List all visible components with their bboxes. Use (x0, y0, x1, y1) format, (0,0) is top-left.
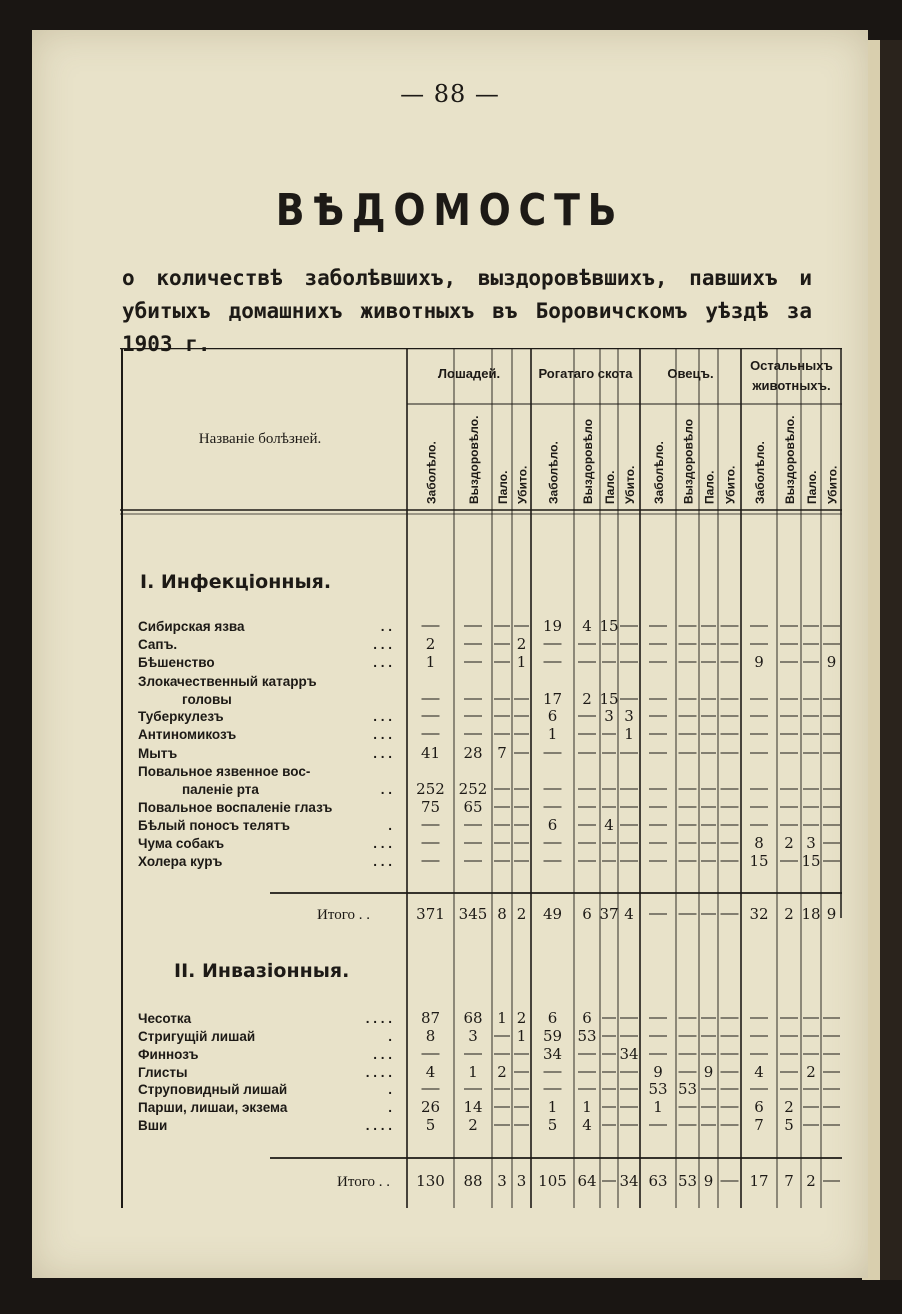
disease-row-value: 4 (582, 617, 592, 635)
page-edge-shadow (880, 40, 902, 1280)
disease-row-value: 68 (463, 1009, 483, 1027)
disease-row-value: 6 (547, 1009, 558, 1027)
disease-name: Чесотка (138, 1011, 192, 1026)
disease-row-value: 6 (582, 1009, 592, 1027)
disease-row-value: 3 (624, 707, 634, 725)
disease-row-value: 5 (547, 1116, 558, 1134)
total-row-value: 105 (538, 1172, 567, 1190)
leader-dots: . . (380, 619, 392, 634)
disease-name: Глисты (138, 1065, 188, 1080)
column-header: Убито. (515, 465, 530, 504)
disease-name: Чума собакъ (138, 836, 225, 851)
statistics-table-grid (120, 348, 842, 1208)
disease-row-value: 6 (547, 707, 558, 725)
disease-row-value: 3 (806, 834, 816, 852)
total-row-value: 4 (624, 905, 634, 923)
disease-name: паленіе рта (182, 782, 259, 797)
disease-row-value: 3 (468, 1027, 478, 1045)
disease-row-value: 2 (784, 834, 794, 852)
disease-row-value: 2 (784, 1098, 794, 1116)
total-row-value: 18 (801, 905, 821, 923)
total-row-value: 130 (416, 1172, 445, 1190)
total-row-value: 6 (582, 905, 592, 923)
disease-row-value: 6 (547, 816, 558, 834)
total-row-value: 2 (806, 1172, 816, 1190)
total-row-value: 32 (749, 905, 769, 923)
leader-dots: . . . (373, 637, 392, 652)
leader-dots: . . . (373, 1047, 392, 1062)
disease-row-value: 19 (542, 617, 563, 635)
disease-row-value: 15 (599, 690, 619, 708)
disease-name: Повальное воспаленіе глазъ (138, 800, 333, 815)
disease-row-value: 2 (497, 1063, 507, 1081)
disease-row-value: 1 (547, 1098, 558, 1116)
disease-row-value: 2 (425, 635, 436, 653)
disease-row-value: 8 (425, 1027, 436, 1045)
disease-row-value: 1 (497, 1009, 507, 1027)
disease-row-value: 15 (749, 852, 769, 870)
total-row-value: 3 (516, 1172, 527, 1190)
leader-dots: . . . . (365, 1065, 392, 1080)
disease-name: Сапъ. (138, 637, 178, 652)
disease-row-value: 1 (582, 1098, 592, 1116)
document-subtitle: о количествѣ заболѣвшихъ, выздоровѣвшихъ, павшихъ и убитыхъ домашнихъ животныхъ въ Боровичскомъ уѣздѣ за 1903 г. (122, 266, 812, 356)
disease-row-value: 1 (468, 1063, 478, 1081)
section-title-invasive: II. Инвазіонныя. (174, 960, 350, 982)
group-header-other: Остальныхъ (750, 358, 833, 373)
disease-row-value: 15 (599, 617, 619, 635)
section-title-infectious: I. Инфекціонныя. (140, 571, 332, 593)
disease-row-value: 28 (463, 744, 483, 762)
disease-row-value: 9 (703, 1063, 714, 1081)
disease-row-value: 9 (826, 653, 837, 671)
disease-row-value: 34 (542, 1045, 563, 1063)
disease-row-value: 8 (754, 834, 764, 852)
disease-name: Повальное язвенное вос- (138, 764, 311, 779)
total-label: Итого . . (337, 1174, 390, 1190)
group-header-horses: Лошадей. (437, 366, 501, 381)
total-row-value: 8 (497, 905, 507, 923)
total-label: Итого . . (317, 907, 370, 923)
disease-row-value: 2 (468, 1116, 478, 1134)
disease-row-value: 252 (416, 780, 445, 798)
disease-row-value: 3 (604, 707, 614, 725)
total-row-value: 2 (516, 905, 527, 923)
disease-name: Злокачественный катарръ (138, 674, 317, 689)
disease-row-value: 2 (516, 1009, 527, 1027)
column-header: Выздоровѣло (681, 418, 696, 504)
column-header: Выздоровѣло (581, 418, 595, 504)
disease-name: Парши, лишаи, экзема (138, 1100, 288, 1115)
disease-name: головы (182, 692, 232, 707)
disease-row-value: 17 (542, 690, 563, 708)
column-header: Пало. (805, 470, 819, 504)
total-row-value: 371 (416, 905, 445, 923)
disease-row-value: 15 (801, 852, 821, 870)
disease-row-value: 41 (420, 744, 441, 762)
disease-row-value: 2 (806, 1063, 816, 1081)
column-header: Заболѣло. (424, 441, 439, 504)
disease-row-value: 1 (425, 653, 436, 671)
disease-row-value: 5 (425, 1116, 436, 1134)
disease-name: Финнозъ (138, 1047, 199, 1062)
disease-row-value: 1 (516, 653, 527, 671)
disease-row-value: 9 (754, 653, 764, 671)
column-header: Убито. (825, 465, 840, 504)
disease-row-value: 26 (420, 1098, 441, 1116)
disease-row-value: 4 (604, 816, 614, 834)
disease-row-value: 2 (516, 635, 527, 653)
disease-row-value: 59 (542, 1027, 563, 1045)
total-row-value: 49 (542, 905, 563, 923)
leader-dots: . . (380, 782, 392, 797)
disease-row-value: 4 (425, 1063, 436, 1081)
leader-dots: . . . . (365, 1118, 392, 1133)
column-header: Пало. (702, 470, 717, 504)
column-header: Убито. (623, 465, 637, 504)
total-row-value: 3 (497, 1172, 507, 1190)
disease-row-value: 1 (516, 1027, 527, 1045)
total-row-value: 34 (619, 1172, 639, 1190)
total-row-value: 17 (749, 1172, 769, 1190)
document-page (32, 30, 868, 1278)
document-title: ВѢДОМОСТЬ (275, 185, 625, 236)
total-row-value: 63 (648, 1172, 668, 1190)
leader-dots: . (388, 818, 392, 833)
disease-name: Сибирская язва (138, 619, 245, 634)
disease-row-value: 34 (619, 1045, 639, 1063)
column-header: Пало. (496, 470, 510, 504)
disease-row-value: 53 (677, 1080, 698, 1098)
total-row-value: 64 (577, 1172, 597, 1190)
leader-dots: . . . (373, 709, 392, 724)
column-header: Заболѣло. (753, 441, 767, 504)
leader-dots: . . . (373, 746, 392, 761)
column-header: Заболѣло. (546, 441, 561, 504)
disease-name: Туберкулезъ (138, 709, 224, 724)
page-number: — 88 — (400, 80, 500, 108)
leader-dots: . . . (373, 836, 392, 851)
leader-dots: . . . (373, 655, 392, 670)
total-row-value: 9 (703, 1172, 714, 1190)
disease-row-value: 75 (420, 798, 441, 816)
disease-row-value: 53 (577, 1027, 597, 1045)
disease-name: Антиномикозъ (138, 727, 237, 742)
column-header: Выздоровѣло. (467, 415, 481, 504)
disease-row-value: 87 (420, 1009, 441, 1027)
leader-dots: . . . (373, 727, 392, 742)
group-header-other: животныхъ. (752, 378, 831, 393)
disease-name: Холера куръ (138, 854, 223, 869)
column-header: Пало. (603, 470, 617, 504)
total-row-value: 37 (599, 905, 619, 923)
total-row-value: 345 (458, 905, 488, 923)
leader-dots: . . . (373, 854, 392, 869)
total-row-value: 7 (784, 1172, 794, 1190)
disease-name: Стригущій лишай (138, 1029, 256, 1044)
disease-name: Мытъ (138, 746, 178, 761)
disease-row-value: 9 (653, 1063, 663, 1081)
disease-row-value: 1 (547, 725, 558, 743)
disease-row-value: 6 (754, 1098, 764, 1116)
disease-row-value: 5 (784, 1116, 794, 1134)
disease-name: Струповидный лишай (138, 1082, 288, 1097)
total-row-value: 2 (784, 905, 794, 923)
leader-dots: . (388, 1029, 392, 1044)
disease-row-value: 1 (624, 725, 634, 743)
disease-row-value: 14 (463, 1098, 483, 1116)
column-header: Выздоровѣло. (783, 415, 797, 504)
column-header: Заболѣло. (652, 441, 666, 504)
leader-dots: . . . . (365, 1011, 392, 1026)
total-row-value: 88 (463, 1172, 483, 1190)
disease-row-value: 7 (754, 1116, 764, 1134)
total-row-value: 9 (826, 905, 837, 923)
statistics-table (120, 348, 842, 1208)
disease-row-value: 7 (497, 744, 507, 762)
leader-dots: . (388, 1082, 392, 1097)
disease-row-value: 53 (648, 1080, 668, 1098)
disease-row-value: 65 (463, 798, 483, 816)
disease-row-value: 4 (754, 1063, 764, 1081)
leader-dots: . (388, 1100, 392, 1115)
disease-row-value: 1 (653, 1098, 663, 1116)
disease-row-value: 4 (582, 1116, 592, 1134)
group-header-sheep: Овецъ. (667, 366, 714, 381)
disease-name: Вши (138, 1118, 168, 1133)
column-header: Убито. (723, 465, 738, 504)
disease-row-value: 2 (582, 690, 592, 708)
disease-name: Бѣлый поносъ телятъ (138, 818, 290, 833)
disease-column-header: Названіе болѣзней. (198, 431, 322, 447)
disease-name: Бѣшенство (138, 655, 215, 670)
group-header-cattle: Рогатаго скота (538, 366, 633, 381)
total-row-value: 53 (677, 1172, 698, 1190)
disease-row-value: 252 (458, 780, 488, 798)
